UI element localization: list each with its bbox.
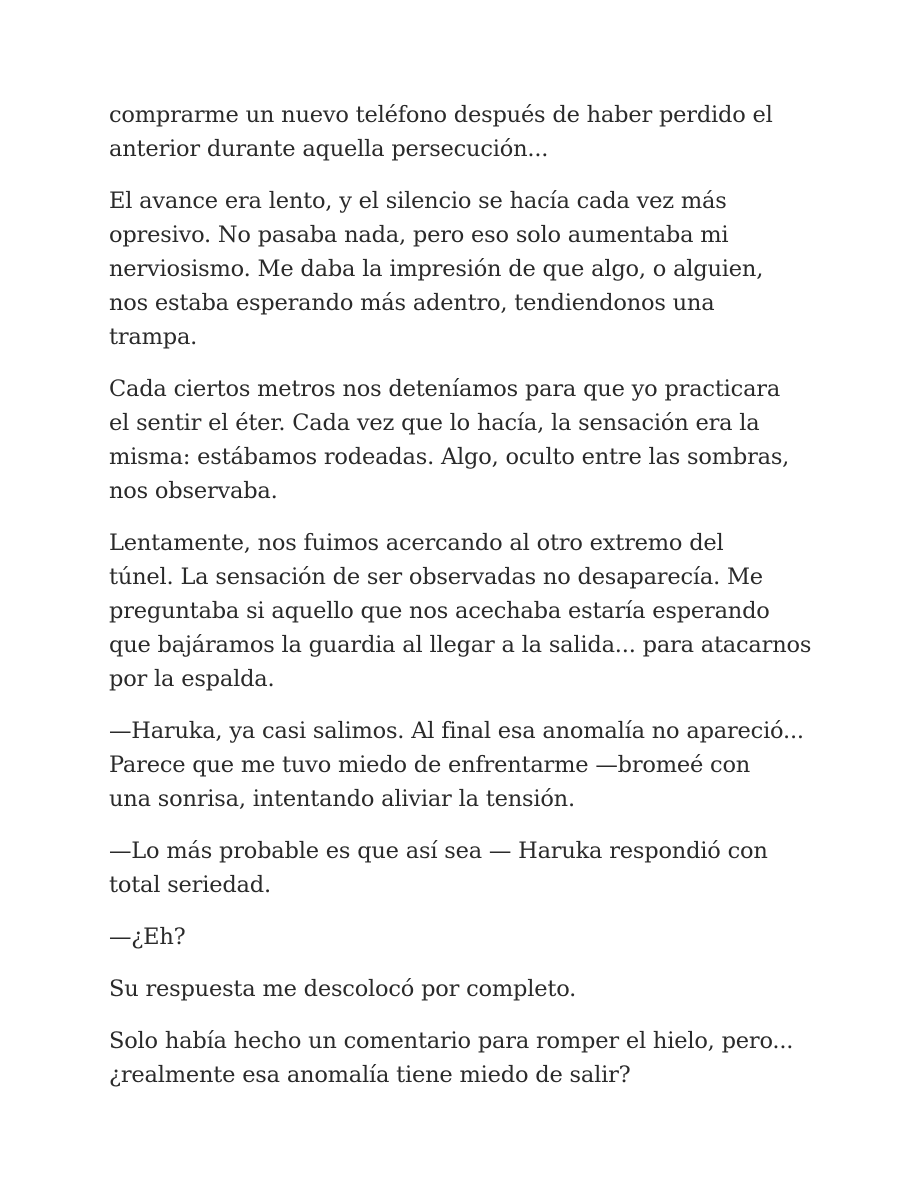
paragraph	[109, 920, 799, 954]
paragraph	[109, 526, 812, 696]
paragraph	[109, 98, 799, 166]
paragraph	[109, 972, 799, 1006]
text-line: nerviosismo. Me daba la impresión de que algo, o alguien,	[109, 256, 764, 282]
paragraph	[109, 372, 799, 508]
text-line: túnel. La sensación de ser observadas no desaparecía. Me	[109, 564, 763, 590]
paragraph	[109, 714, 804, 816]
text-line: nos estaba esperando más adentro, tendiendonos una	[109, 290, 715, 316]
text-line: anterior durante aquella persecución...	[109, 136, 549, 162]
text-line: Lentamente, nos fuimos acercando al otro extremo del	[109, 530, 724, 556]
text-line: El avance era lento, y el silencio se hacía cada vez más	[109, 188, 727, 214]
text-line: el sentir el éter. Cada vez que lo hacía, la sensación era la	[109, 410, 760, 436]
text-line: nos observaba.	[109, 478, 278, 504]
text-line: comprarme un nuevo teléfono después de haber perdido el	[109, 102, 773, 128]
text-line: Cada ciertos metros nos deteníamos para que yo practicara	[109, 376, 781, 402]
text-line: Solo había hecho un comentario para romper el hielo, pero...	[109, 1028, 794, 1054]
paragraph	[109, 834, 799, 902]
text-line: —Haruka, ya casi salimos. Al final esa anomalía no apareció...	[109, 718, 804, 744]
text-line: trampa.	[109, 324, 198, 350]
text-line: misma: estábamos rodeadas. Algo, oculto entre las sombras,	[109, 444, 790, 470]
paragraph	[109, 1024, 799, 1092]
body-text	[109, 98, 812, 1110]
text-line: total seriedad.	[109, 872, 271, 898]
text-line: Su respuesta me descolocó por completo.	[109, 976, 577, 1002]
text-line: ¿realmente esa anomalía tiene miedo de salir?	[109, 1062, 631, 1088]
text-line: que bajáramos la guardia al llegar a la salida... para atacarnos	[109, 632, 812, 658]
text-line: Parece que me tuvo miedo de enfrentarme —bromeé con	[109, 752, 751, 778]
text-line: —Lo más probable es que así sea — Haruka respondió con	[109, 838, 768, 864]
text-line: preguntaba si aquello que nos acechaba estaría esperando	[109, 598, 770, 624]
text-line: —¿Eh?	[109, 924, 186, 950]
paragraph	[109, 184, 799, 354]
text-line: por la espalda.	[109, 666, 275, 692]
text-line: opresivo. No pasaba nada, pero eso solo aumentaba mi	[109, 222, 729, 248]
text-line: una sonrisa, intentando aliviar la tensión.	[109, 786, 575, 812]
